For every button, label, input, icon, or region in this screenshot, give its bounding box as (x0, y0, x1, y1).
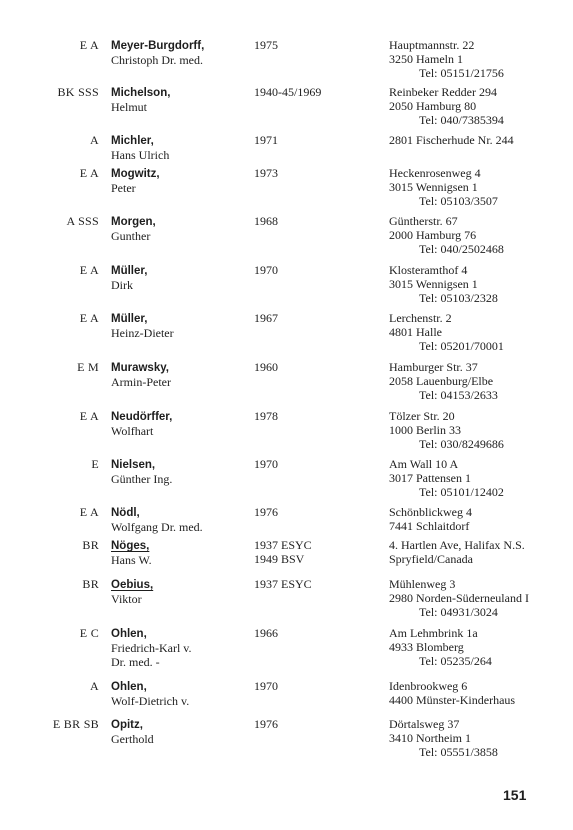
page-number: 151 (503, 787, 527, 803)
member-name (111, 409, 172, 438)
membership-code: E A (79, 311, 99, 325)
surname: Ohlen, (111, 628, 147, 640)
member-years (254, 38, 278, 52)
city: 2000 Hamburg 76 (389, 228, 477, 242)
surname: Opitz, (111, 719, 143, 731)
member-name (111, 360, 171, 389)
address (389, 538, 525, 566)
member-years (254, 311, 278, 325)
address (389, 409, 504, 451)
member-years (254, 85, 321, 99)
year: 1970 (254, 457, 278, 471)
city: 3017 Pattensen 1 (389, 471, 471, 485)
address (389, 717, 498, 759)
street: Reinbeker Redder 294 (389, 85, 497, 99)
member-years (254, 679, 278, 693)
surname: Meyer-Burgdorff, (111, 40, 205, 52)
telephone: Tel: 05551/3858 (419, 745, 498, 759)
member-name (111, 626, 192, 669)
given-name: Peter (111, 181, 136, 195)
address (389, 679, 515, 707)
year: 1960 (254, 360, 278, 374)
address (389, 626, 492, 668)
year: 1937 ESYC (254, 538, 312, 552)
membership-code: E A (79, 166, 99, 180)
given-name: Viktor (111, 592, 142, 606)
street: Am Lehmbrink 1a (389, 626, 478, 640)
membership-code: A (90, 133, 99, 147)
city: 2058 Lauenburg/Elbe (389, 374, 494, 388)
surname: Nödl, (111, 507, 140, 519)
surname: Murawsky, (111, 362, 169, 374)
member-years (254, 263, 278, 277)
surname: Müller, (111, 313, 148, 325)
membership-code: BR (82, 538, 99, 552)
given-name: Günther Ing. (111, 472, 173, 486)
address (389, 133, 514, 147)
membership-code: E A (79, 263, 99, 277)
year: 1967 (254, 311, 278, 325)
surname: Michler, (111, 135, 154, 147)
street: Dörtalsweg 37 (389, 717, 460, 731)
surname: Oebius, (111, 579, 154, 591)
telephone: Tel: 04931/3024 (419, 605, 498, 619)
telephone: Tel: 05151/21756 (419, 66, 504, 80)
city: 2050 Hamburg 80 (389, 99, 477, 113)
membership-code: BR (82, 577, 99, 591)
street: 2801 Fischerhude Nr. 244 (389, 133, 514, 147)
year: 1970 (254, 679, 278, 693)
membership-code: A SSS (66, 214, 99, 228)
telephone: Tel: 05101/12402 (419, 485, 504, 499)
given-name: Hans Ulrich (111, 148, 170, 162)
member-name (111, 538, 152, 567)
surname: Michelson, (111, 87, 171, 99)
given-name: Friedrich-Karl v. (111, 641, 192, 655)
street: Klosteramthof 4 (389, 263, 468, 277)
year: 1978 (254, 409, 278, 423)
year: 1976 (254, 717, 278, 731)
telephone: Tel: 04153/2633 (419, 388, 498, 402)
year: 1973 (254, 166, 278, 180)
membership-code: E BR SB (52, 717, 99, 731)
member-years (254, 457, 278, 471)
city: 4933 Blomberg (389, 640, 464, 654)
telephone: Tel: 030/8249686 (419, 437, 504, 451)
membership-code: E C (79, 626, 99, 640)
address (389, 360, 498, 402)
member-years (254, 577, 312, 591)
member-years (254, 214, 278, 228)
member-years (254, 505, 278, 519)
city: Spryfield/Canada (389, 552, 473, 566)
telephone: Tel: 05103/3507 (419, 194, 498, 208)
address (389, 214, 504, 256)
surname: Neudörffer, (111, 411, 173, 423)
surname: Ohlen, (111, 681, 147, 693)
membership-code: A (90, 679, 99, 693)
surname: Mogwitz, (111, 168, 160, 180)
given-name: Gerthold (111, 732, 154, 746)
member-years (254, 166, 278, 180)
telephone: Tel: 05103/2328 (419, 291, 498, 305)
member-years (254, 133, 278, 147)
given-name: Armin-Peter (111, 375, 171, 389)
telephone: Tel: 05235/264 (419, 654, 492, 668)
year: 1940-45/1969 (254, 85, 322, 99)
telephone: Tel: 040/2502468 (419, 242, 504, 256)
year: 1976 (254, 505, 278, 519)
street: Am Wall 10 A (389, 457, 459, 471)
member-name (111, 166, 160, 195)
given-name: Dr. med. - (111, 655, 160, 669)
street: Schönblickweg 4 (389, 505, 472, 519)
year: 1975 (254, 38, 278, 52)
membership-code: E M (77, 360, 99, 374)
address (389, 38, 504, 80)
surname: Morgen, (111, 216, 156, 228)
surname: Nöges, (111, 540, 150, 552)
year: 1966 (254, 626, 278, 640)
address (389, 85, 504, 127)
street: Güntherstr. 67 (389, 214, 458, 228)
surname: Nielsen, (111, 459, 156, 471)
membership-code: E A (79, 38, 99, 52)
membership-code: BK SSS (57, 85, 99, 99)
city: 1000 Berlin 33 (389, 423, 461, 437)
street: Mühlenweg 3 (389, 577, 456, 591)
street: 4. Hartlen Ave, Halifax N.S. (389, 538, 525, 552)
street: Hauptmannstr. 22 (389, 38, 475, 52)
year: 1971 (254, 133, 278, 147)
address (389, 263, 498, 305)
address (389, 577, 529, 619)
member-name (111, 577, 153, 606)
member-name (111, 679, 189, 708)
city: 3015 Wennigsen 1 (389, 277, 478, 291)
surname: Müller, (111, 265, 148, 277)
year: 1949 BSV (254, 552, 305, 566)
city: 4400 Münster-Kinderhaus (389, 693, 516, 707)
given-name: Wolf-Dietrich v. (111, 694, 190, 708)
member-years (254, 717, 278, 731)
member-years (254, 626, 278, 640)
member-years (254, 409, 278, 423)
given-name: Dirk (111, 278, 133, 292)
member-name (111, 214, 156, 243)
address (389, 505, 472, 533)
member-name (111, 263, 147, 292)
street: Tölzer Str. 20 (389, 409, 455, 423)
city: 3250 Hameln 1 (389, 52, 463, 66)
given-name: Hans W. (111, 553, 152, 567)
membership-code: E A (79, 505, 99, 519)
given-name: Wolfgang Dr. med. (111, 520, 203, 534)
city: 4801 Halle (389, 325, 442, 339)
membership-code: E (91, 457, 99, 471)
street: Heckenrosenweg 4 (389, 166, 481, 180)
member-name (111, 38, 204, 67)
given-name: Gunther (111, 229, 151, 243)
year: 1937 ESYC (254, 577, 312, 591)
member-name (111, 505, 203, 534)
year: 1970 (254, 263, 278, 277)
given-name: Helmut (111, 100, 147, 114)
member-years (254, 360, 278, 374)
telephone: Tel: 040/7385394 (419, 113, 504, 127)
street: Idenbrookweg 6 (389, 679, 468, 693)
member-name (111, 85, 170, 114)
telephone: Tel: 05201/70001 (419, 339, 504, 353)
street: Hamburger Str. 37 (389, 360, 478, 374)
membership-code: E A (79, 409, 99, 423)
member-name (111, 133, 169, 162)
member-years (254, 538, 312, 566)
street: Lerchenstr. 2 (389, 311, 452, 325)
address (389, 311, 504, 353)
city: 3410 Northeim 1 (389, 731, 471, 745)
member-name (111, 311, 174, 340)
given-name: Wolfhart (111, 424, 154, 438)
member-name (111, 457, 172, 486)
member-name (111, 717, 154, 746)
city: 7441 Schlaitdorf (389, 519, 470, 533)
city: 2980 Norden-Süderneuland I (389, 591, 529, 605)
city: 3015 Wennigsen 1 (389, 180, 478, 194)
given-name: Heinz-Dieter (111, 326, 174, 340)
address (389, 166, 498, 208)
address (389, 457, 504, 499)
given-name: Christoph Dr. med. (111, 53, 203, 67)
year: 1968 (254, 214, 278, 228)
